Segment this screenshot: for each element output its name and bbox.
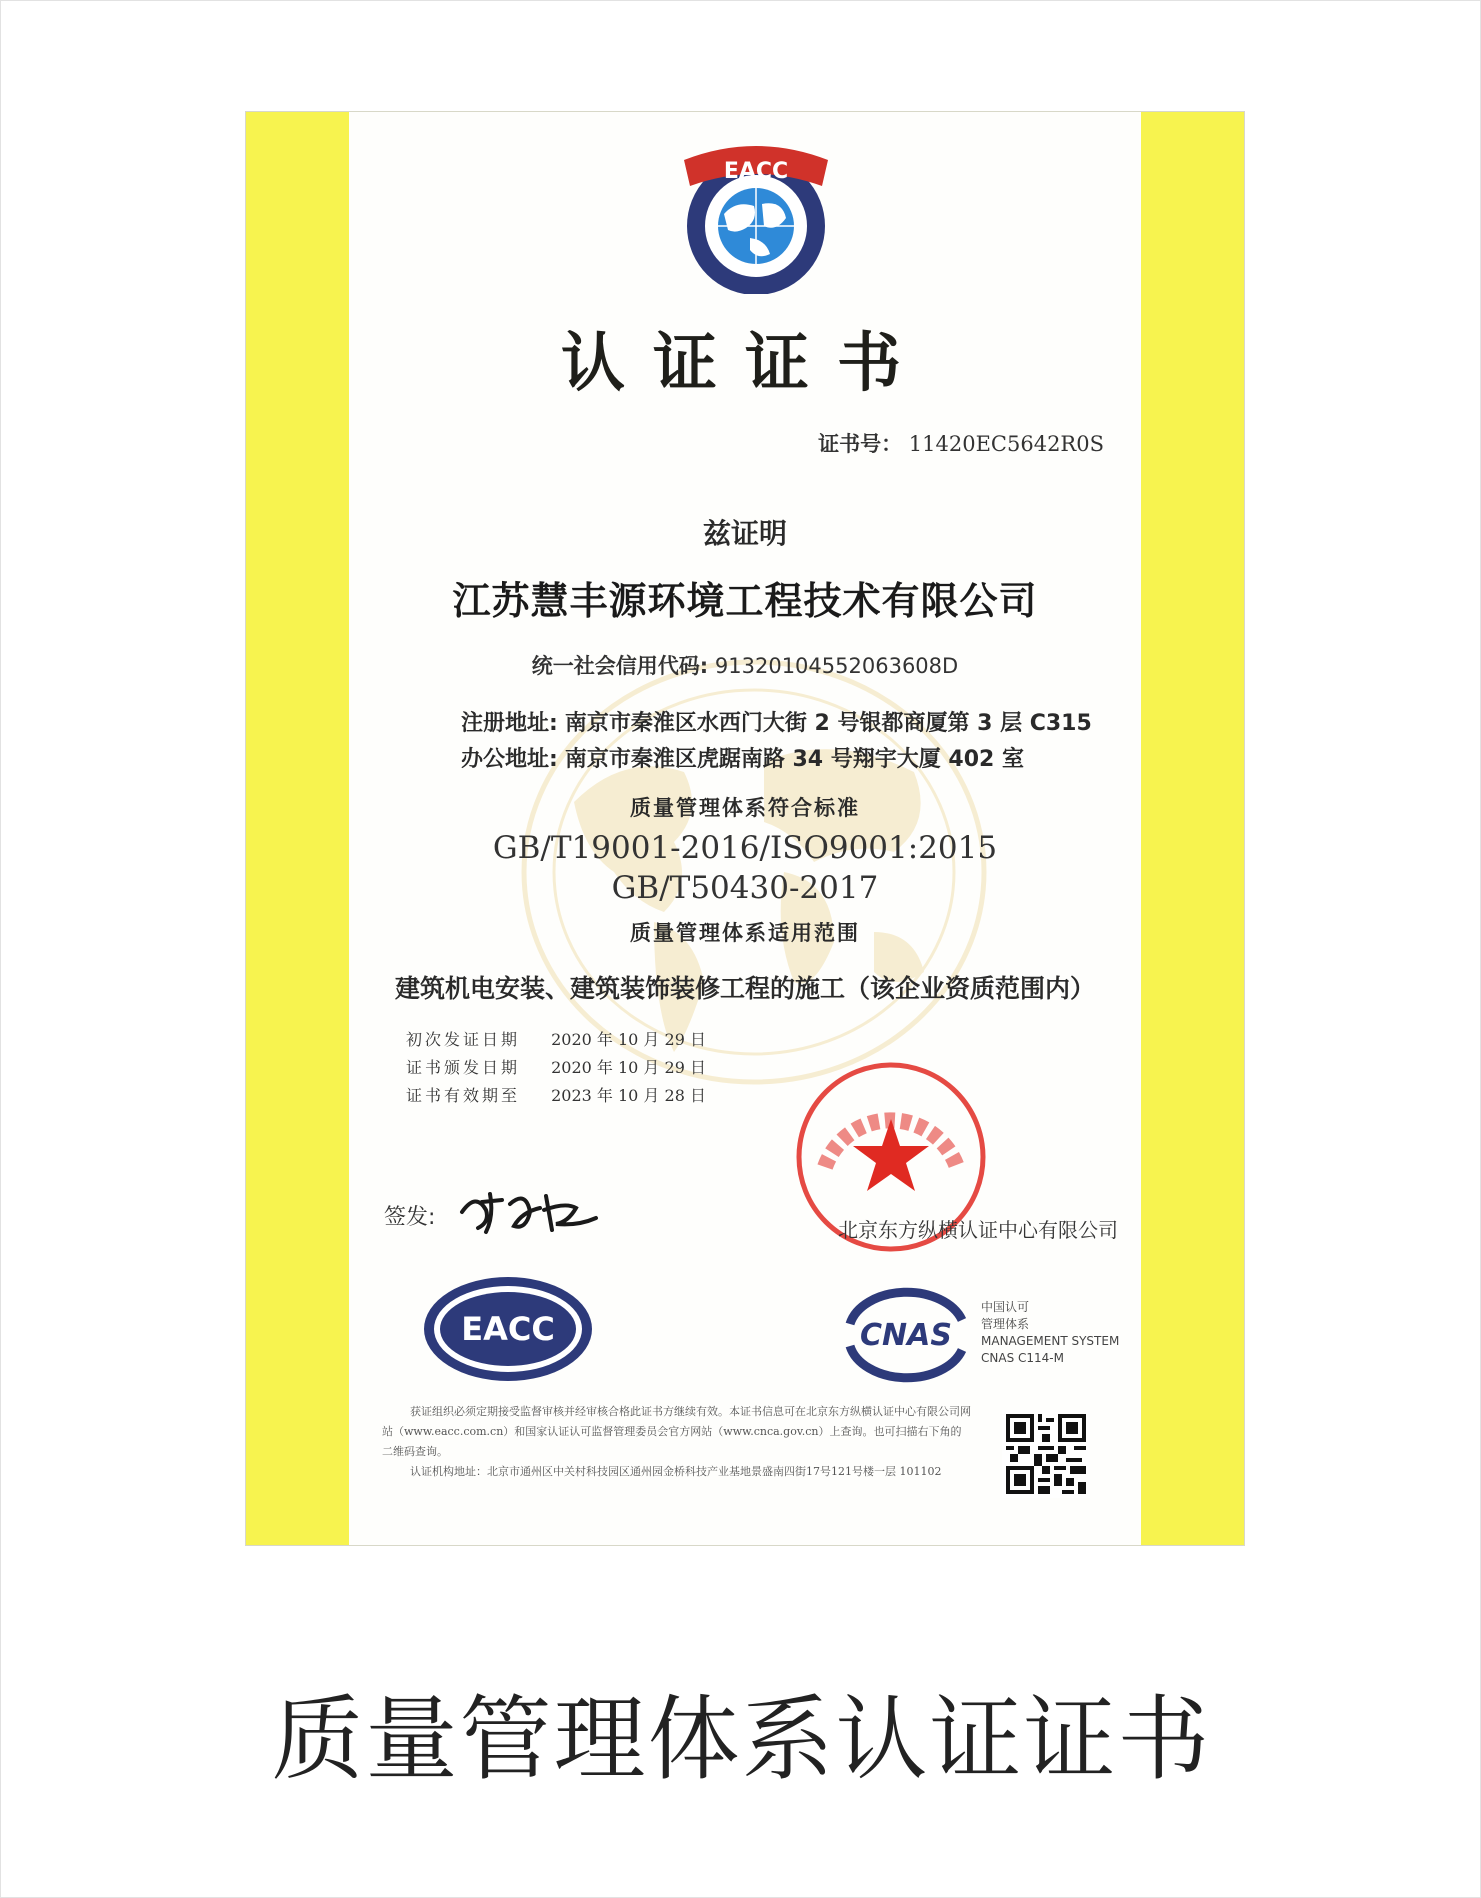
scope-text: 建筑机电安装、建筑装饰装修工程的施工（该企业资质范围内） <box>394 974 1095 1003</box>
page-caption: 质量管理体系认证证书 <box>271 1686 1212 1793</box>
cnas-line-3: MANAGEMENT SYSTEM <box>981 1334 1120 1348</box>
svg-text:EACC: EACC <box>461 1310 555 1348</box>
eacc-top-logo <box>666 134 846 294</box>
date-label: 证书颁发日期 <box>406 1058 521 1077</box>
standard-heading: 质量管理体系符合标准 <box>630 796 860 820</box>
issuer-name: 北京东方纵横认证中心有限公司 <box>838 1218 1118 1242</box>
cnas-logo-icon <box>836 1280 976 1385</box>
date-list <box>406 1027 706 1111</box>
notice-paragraph: 认证机构地址：北京市通州区中关村科技园区通州园金桥科技产业基地景盛南四街17号121号楼一层 101102 <box>410 1465 942 1478</box>
date-value: 2020 年 10 月 29 日 <box>551 1058 706 1077</box>
certificate-notice <box>382 1402 972 1482</box>
notice-paragraph: 获证组织必须定期接受监督审核并经审核合格此证书方继续有效。本证书信息可在北京东方纵横认证中心有限公司网站（www.eacc.com.cn）和国家认证认可监督管理委员会官方网站（www.cnca.gov.cn）上查询。也可扫描右下角的二维码查询。 <box>382 1405 971 1458</box>
scope-heading: 质量管理体系适用范围 <box>630 921 860 945</box>
eacc-logo-icon <box>421 1274 596 1384</box>
date-value: 2023 年 10 月 28 日 <box>551 1086 706 1105</box>
signature-label: 签发: <box>384 1205 436 1230</box>
certificate-number-value: 11420EC5642R0S <box>908 432 1104 456</box>
cnas-info <box>981 1299 1119 1367</box>
standard-line-1: GB/T19001-2016/ISO9001:2015 <box>492 830 998 866</box>
svg-text:CNAS: CNAS <box>860 1318 952 1353</box>
company-name: 江苏慧丰源环境工程技术有限公司 <box>452 579 1038 623</box>
date-value: 2020 年 10 月 29 日 <box>551 1030 706 1049</box>
registered-address <box>461 706 1092 737</box>
credit-code <box>246 650 1244 680</box>
svg-text:EACC: EACC <box>723 159 789 184</box>
certificate-number <box>818 428 1104 458</box>
date-label: 证书有效期至 <box>406 1086 521 1105</box>
certify-text: 兹证明 <box>702 517 787 550</box>
office-address-label: 办公地址: <box>461 747 558 772</box>
qr-code-icon <box>1002 1410 1090 1498</box>
certificate-number-label: 证书号： <box>818 431 903 456</box>
credit-code-label: 统一社会信用代码: <box>531 654 709 678</box>
registered-address-label: 注册地址: <box>461 711 558 736</box>
cnas-line-4: CNAS C114-M <box>981 1351 1064 1365</box>
office-address <box>461 742 1024 773</box>
cnas-line-1: 中国认可 <box>981 1300 1030 1314</box>
date-row <box>406 1055 706 1083</box>
signature-icon <box>456 1182 606 1237</box>
registered-address-value: 南京市秦淮区水西门大街 2 号银都商厦第 3 层 C315 <box>564 711 1092 736</box>
credit-code-value: 91320104552063608D <box>714 654 959 678</box>
date-label: 初次发证日期 <box>406 1030 521 1049</box>
date-row <box>406 1083 706 1111</box>
certificate-image <box>245 111 1245 1546</box>
certificate-title: 认证证书 <box>561 326 929 401</box>
office-address-value: 南京市秦淮区虎踞南路 34 号翔宇大厦 402 室 <box>564 747 1024 772</box>
standard-line-2: GB/T50430-2017 <box>611 870 879 906</box>
date-row <box>406 1027 706 1055</box>
cnas-line-2: 管理体系 <box>981 1317 1030 1331</box>
